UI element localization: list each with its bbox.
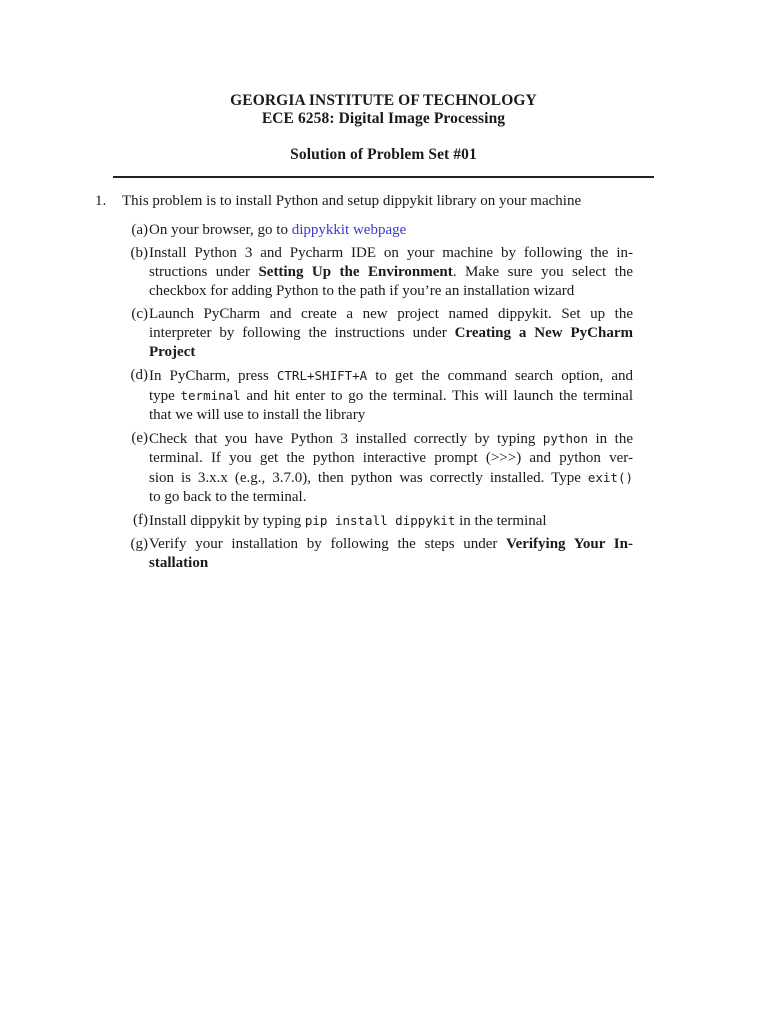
list-item-e [120, 429, 633, 507]
item-line: checkbox for adding Python to the path if you’re an installation wizard [149, 283, 575, 299]
list-item-g [120, 535, 633, 573]
document-title: Solution of Problem Set #01 [290, 146, 477, 163]
item-text: . Make sure you select the [452, 264, 633, 280]
item-text: in the [588, 431, 633, 447]
item-text: structions under [149, 264, 259, 280]
problem-number: 1. [95, 193, 107, 209]
code-snippet: terminal [180, 388, 241, 403]
item-text: On your browser, go to [149, 222, 292, 238]
list-item-c [120, 305, 633, 362]
item-text: and hit enter to go the terminal. This will launch the terminal [240, 388, 633, 404]
item-tag: (c) [131, 306, 148, 322]
section-reference: Setting Up the Environment [258, 264, 453, 280]
list-item-b [120, 244, 633, 301]
item-tag: (e) [131, 430, 148, 446]
item-tag: (d) [130, 367, 148, 383]
item-text: sion is 3.x.x (e.g., 3.7.0), then python was correctly installed. Type [149, 470, 588, 486]
item-text: in the terminal [455, 513, 547, 529]
document-header [113, 92, 654, 164]
course-title: ECE 6258: Digital Image Processing [261, 110, 506, 127]
code-snippet: exit() [587, 470, 633, 485]
item-text: Check that you have Python 3 installed correctly by typing [149, 431, 543, 447]
dippykit-webpage-link[interactable]: dippykkit webpage [291, 222, 407, 238]
list-item-f [120, 511, 633, 531]
section-reference: Creating a New PyCharm [454, 325, 633, 341]
item-line: terminal. If you get the python interactive prompt (>>>) and python ver- [149, 450, 633, 466]
code-snippet: python [542, 431, 589, 446]
item-text: type [149, 388, 181, 404]
item-tag: (f) [133, 512, 148, 528]
item-text: Install dippykit by typing [149, 513, 305, 529]
item-tag: (b) [130, 245, 148, 261]
section-reference: stallation [149, 555, 209, 571]
item-tag: (a) [131, 222, 148, 238]
item-line: to go back to the terminal. [149, 489, 307, 505]
code-snippet: CTRL+SHIFT+A [276, 368, 368, 383]
item-text: Verify your installation by following the steps under [149, 536, 507, 552]
list-item-a [120, 221, 633, 240]
list-item-d [120, 366, 633, 425]
item-text: In PyCharm, press [149, 368, 277, 384]
item-line: that we will use to install the library [149, 407, 366, 423]
header-rule [113, 176, 654, 178]
item-text: to get the command search option, and [367, 368, 633, 384]
item-line: Install Python 3 and Pycharm IDE on your machine by following the in- [149, 245, 633, 261]
institution-name: GEORGIA INSTITUTE OF TECHNOLOGY [230, 92, 537, 109]
item-text: interpreter by following the instructions under [149, 325, 455, 341]
problem-stem: This problem is to install Python and setup dippykit library on your machine [122, 193, 582, 209]
section-reference: Verifying Your In- [506, 536, 633, 552]
code-snippet: pip install dippykit [304, 513, 456, 528]
section-reference: Project [149, 344, 196, 360]
problem-items [120, 221, 633, 577]
item-line: Launch PyCharm and create a new project named dippykit. Set up the [149, 306, 633, 322]
item-tag: (g) [130, 536, 148, 552]
